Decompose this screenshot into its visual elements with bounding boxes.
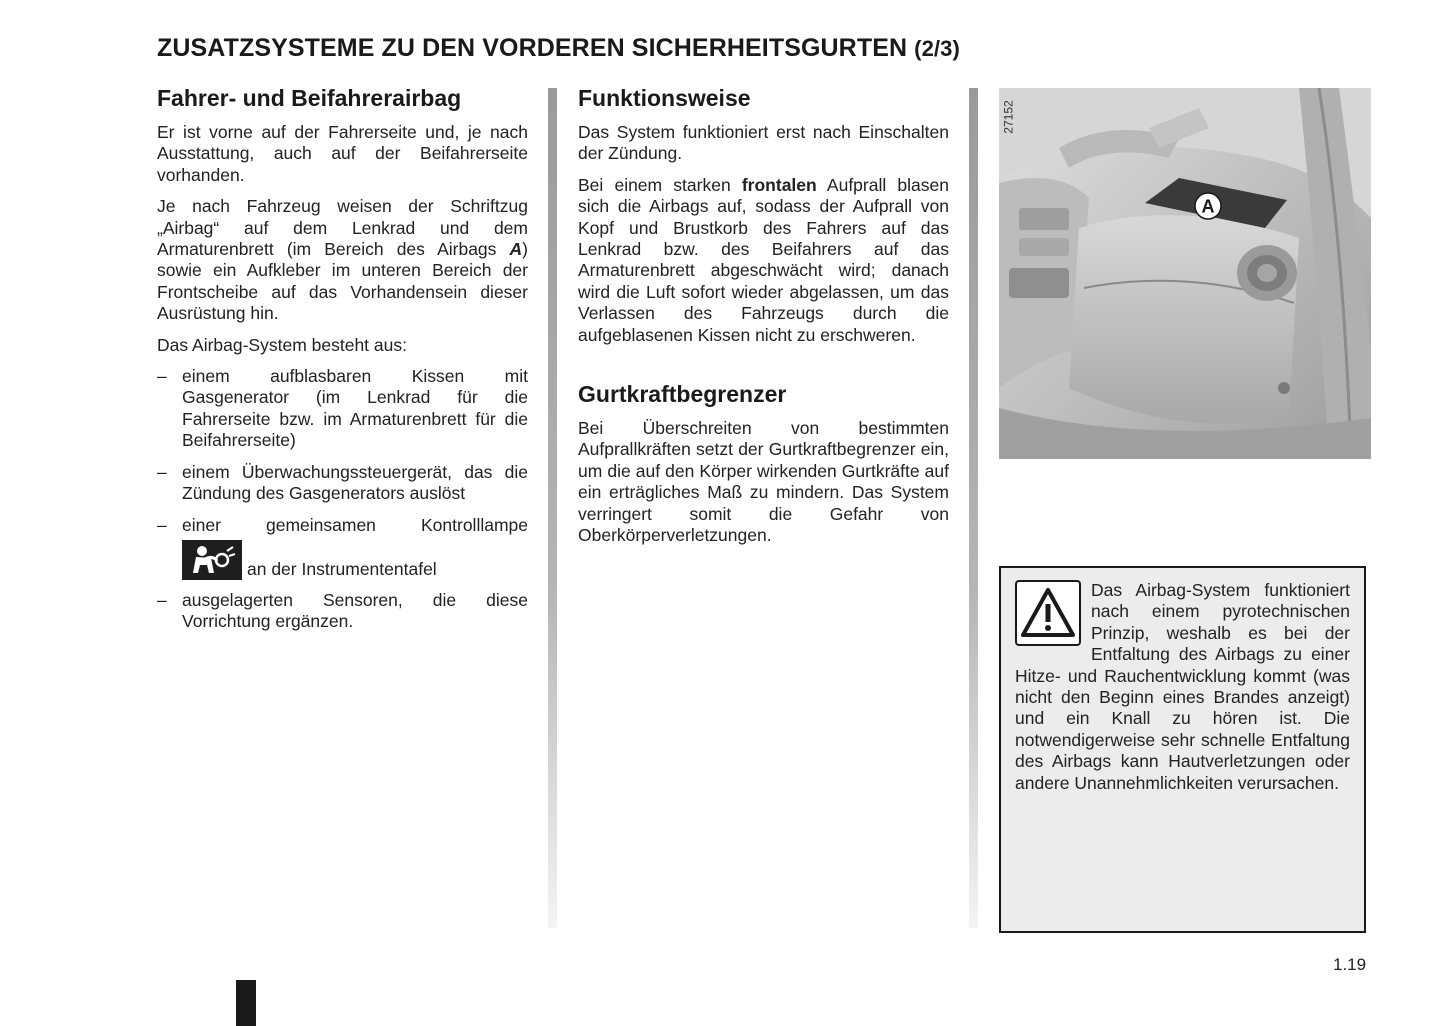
lamp-location-text: an der Instrumententafel [247,558,437,579]
airbag-warning-lamp-icon [182,540,242,580]
photo-code-text: 27152 [1001,100,1016,134]
list-item [157,462,528,505]
dash-mark: – [157,514,167,535]
list-item-text: ausgelagerten Sensoren, die diese Vorrichtung ergänzen. [182,589,528,632]
warning-triangle-icon [1015,580,1081,646]
list-item-text: einem aufblasbaren Kissen mit Gasgenerator (im Lenkrad für die Fahrerseite bzw. im Armaturenbrett für die Beifahrerseite) [182,366,528,451]
warning-box [999,566,1366,933]
dashboard-photo [999,88,1371,459]
photo-label-a: A [1201,196,1215,217]
photo-code [1001,96,1024,138]
paragraph-impact-end: Aufprall blasen sich die Airbags auf, sodass der Aufprall von Kopf und Brustkorb des Fahrers auf das Lenkrad bzw. des Beifahrers auf das Armaturenbrett abgeschwächt wird; danach wird die Luft sofort wieder abgelassen, um das Verlassen des Fahrzeugs durch die aufgeblasenen Kissen nicht zu erschweren. [578,174,949,345]
paragraph-impact [578,175,949,346]
paragraph-ignition: Das System funktioniert erst nach Einschalten der Zündung. [578,122,949,164]
paragraph-impact-start: Bei einem starken [578,174,742,195]
paragraph-location: Er ist vorne auf der Fahrerseite und, je nach Ausstattung, auch auf der Beifahrerseite vorhanden. [157,122,528,185]
page-title [157,34,960,63]
paragraph-marking-start: Je nach Fahrzeug weisen der Schriftzug „Airbag“ auf dem Lenkrad und dem Armaturenbrett (im Bereich des Airbags [157,196,528,260]
column-divider [548,88,557,928]
components-list [157,366,528,633]
page-title-text: ZUSATZSYSTEME ZU DEN VORDEREN SICHERHEITSGURTEN [157,34,908,62]
list-item [157,515,528,580]
airbag-letter-ref: A [509,239,523,260]
edge-tab-marker [236,980,256,1026]
paragraph-marking [157,196,528,324]
frontal-emphasis: frontalen [741,174,817,195]
paragraph-components-intro: Das Airbag-System besteht aus: [157,334,407,355]
heading-airbag: Fahrer- und Beifahrerairbag [157,85,462,111]
page-number: 1.19 [1333,955,1367,974]
list-item [157,366,528,452]
middle-column [578,84,949,557]
list-item [157,590,528,633]
paragraph-belt-limiter: Bei Überschreiten von bestimmten Aufprallkräften setzt der Gurtkraftbegrenzer ein, um die auf den Körper wirkenden Gurtkräfte auf ein erträgliches Maß zu mindern. Das System verringert somit die Gefahr von Oberkörperverletzungen. [578,418,949,546]
dash-mark: – [157,366,167,387]
dash-mark: – [157,589,167,610]
page-part: (2/3) [914,36,960,61]
paragraph-marking-end: ) sowie ein Aufkleber im unteren Bereich der Frontscheibe auf das Vorhandensein dieser Ausrüstung hin. [157,239,528,324]
warning-text: Das Airbag-System funktioniert nach einem pyrotechnischen Prinzip, weshalb es bei der Entfaltung des Airbags zu einer Hitze- und Rauchentwicklung kommt (was nicht den Beginn eines Brandes anzeigt) und ein Knall zu hören ist. Die notwendigerweise sehr schnelle Entfaltung des Airbags kann Hautverletzungen oder andere Unannehmlichkeiten verursachen. [1015,580,1350,793]
list-item-text: einem Überwachungssteuergerät, das die Zündung des Gasgenerators auslöst [182,461,528,504]
list-item-text: einer gemeinsamen Kontrolllampe [182,514,528,535]
dash-mark: – [157,461,167,482]
heading-function: Funktionsweise [578,85,751,111]
left-column [157,84,528,643]
heading-belt-limiter: Gurtkraftbegrenzer [578,381,787,408]
column-divider [969,88,978,928]
warning-lamp-line [182,540,528,580]
